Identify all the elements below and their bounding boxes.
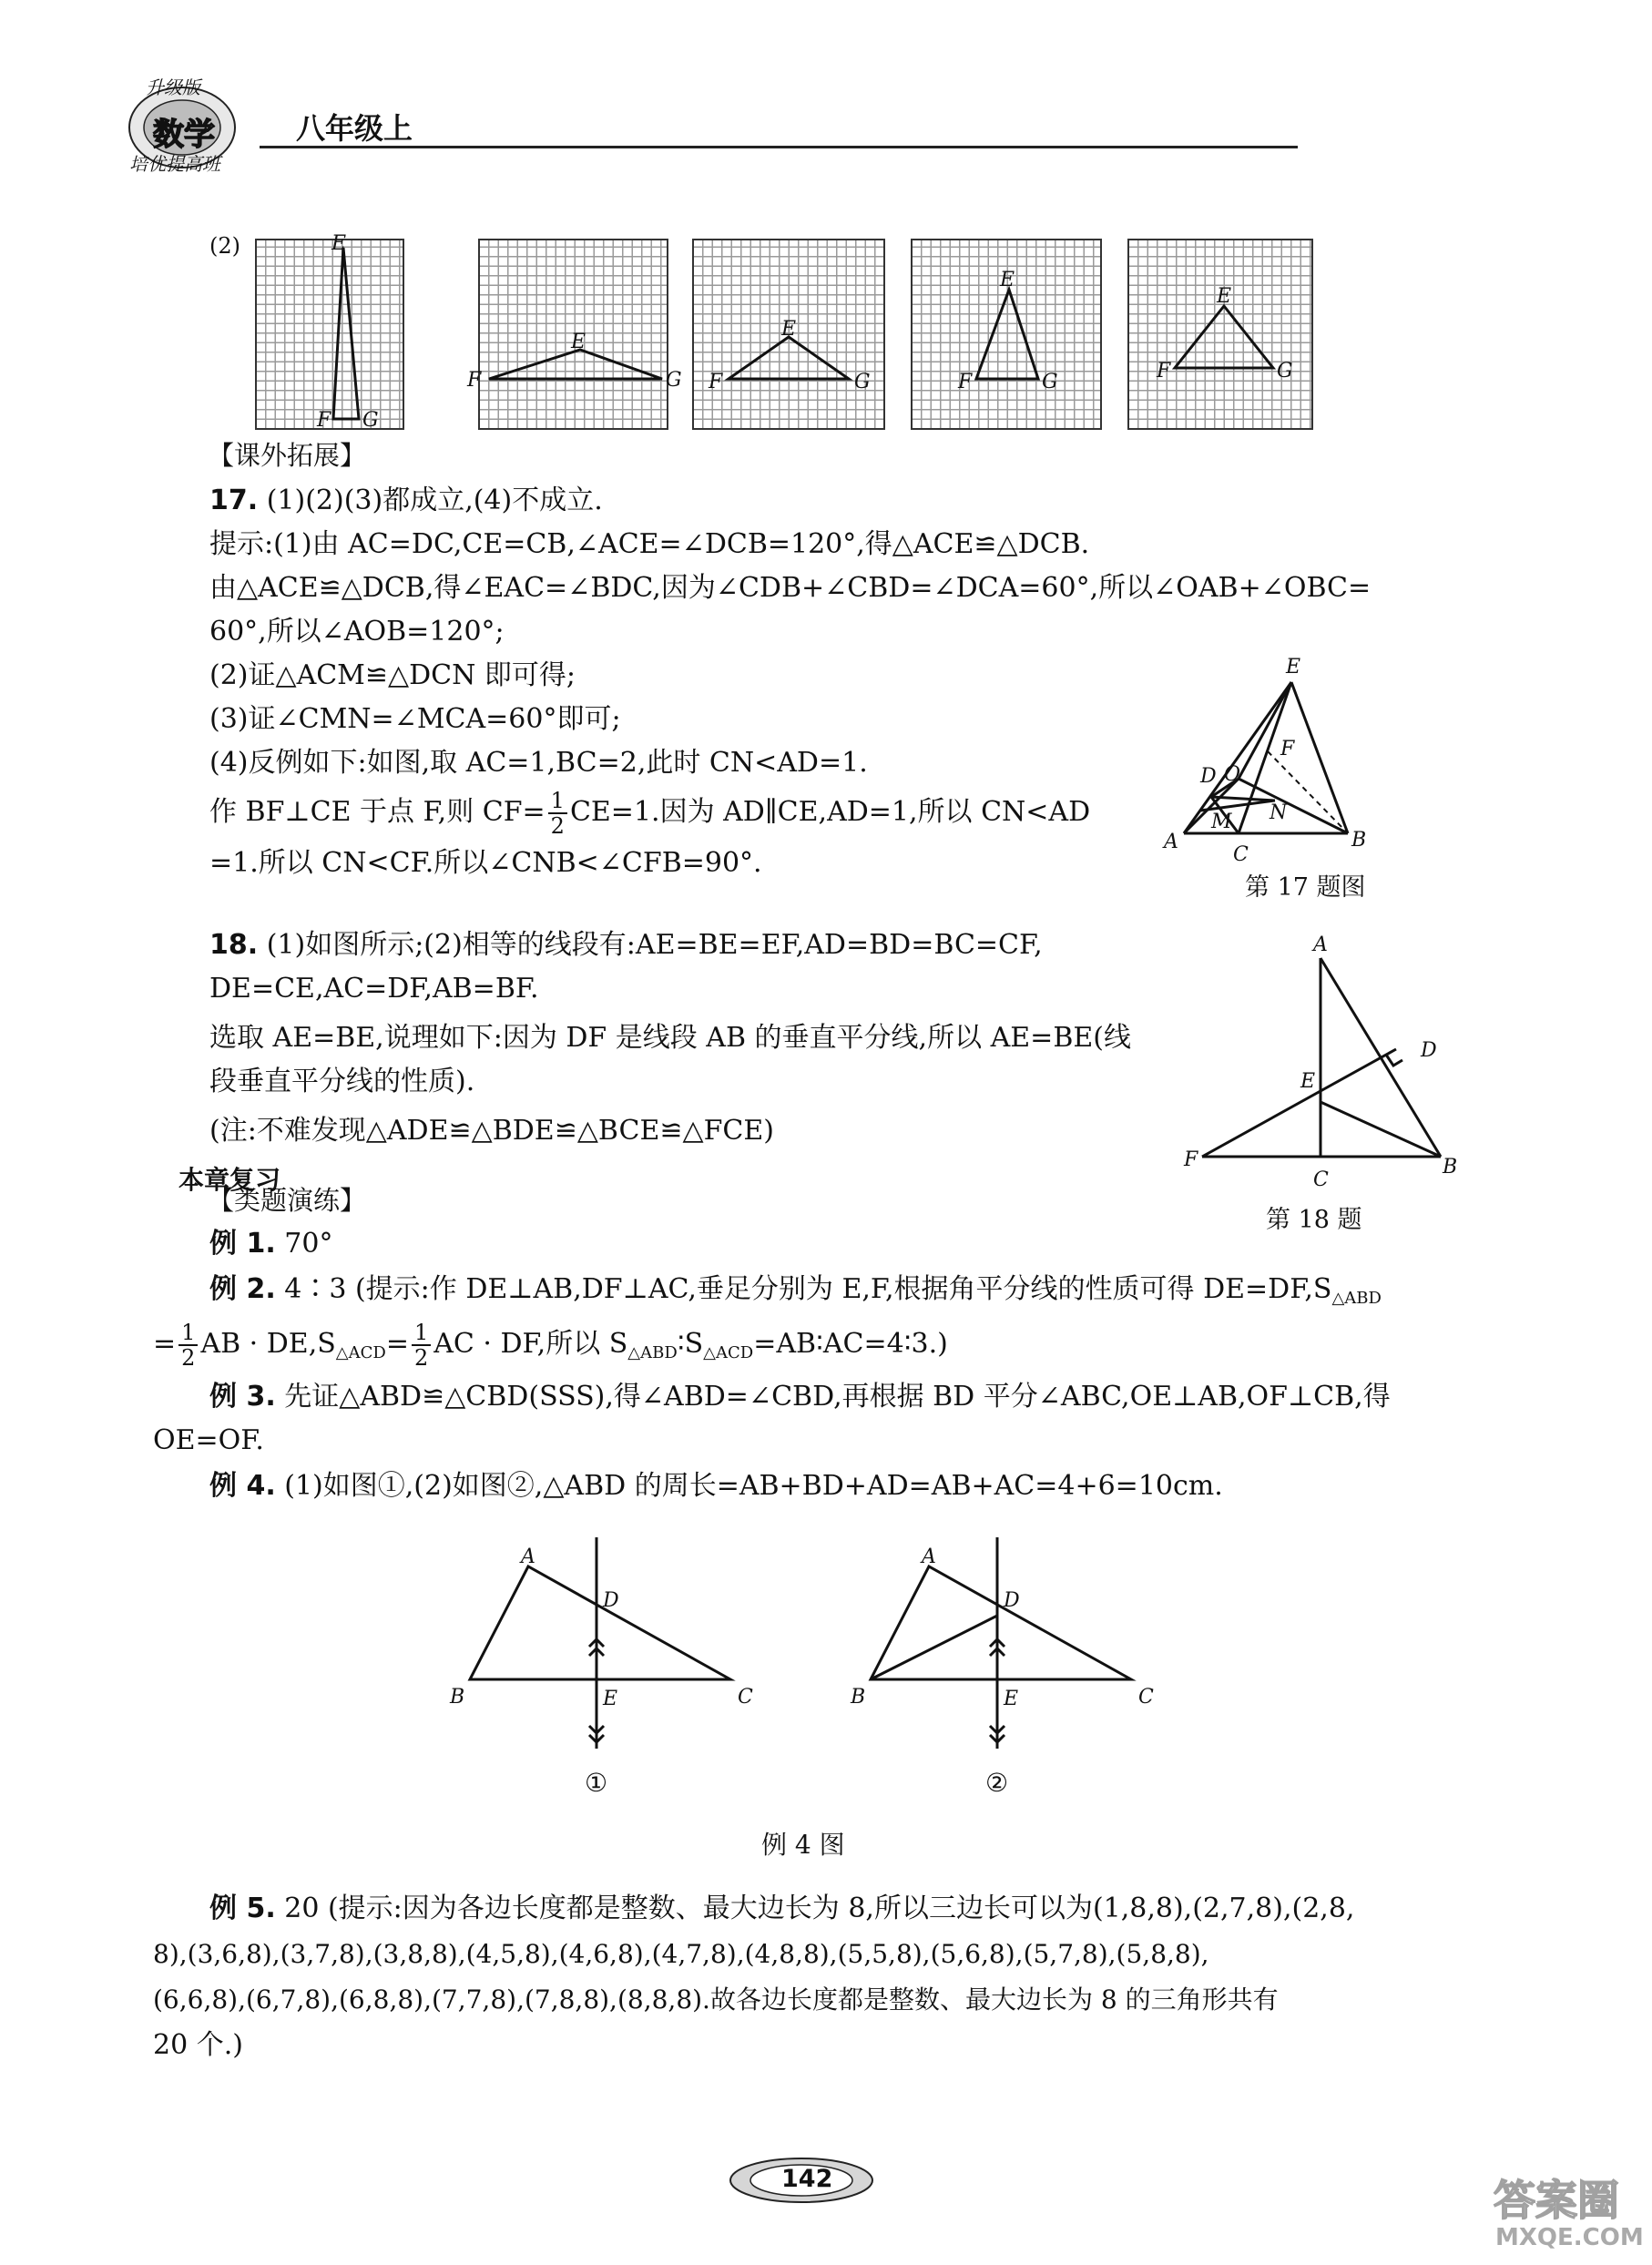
ex4-number: 例 4. xyxy=(209,1470,276,1502)
ex5-line-1: 例 5. 20 (提示:因为各边长度都是整数、最大边长为 8,所以三边长可以为(1,8,8),(2,7,8),(2,8, xyxy=(209,1893,1355,1924)
label-a: A xyxy=(521,1546,535,1568)
watermark-top: 答案圈 xyxy=(1494,2176,1619,2225)
page-number-badge xyxy=(729,2157,874,2204)
label-d: D xyxy=(1004,1589,1020,1612)
label-e: E xyxy=(1000,269,1015,291)
label-d: D xyxy=(603,1589,619,1612)
label-b: B xyxy=(1351,829,1367,852)
label-o: O xyxy=(1224,763,1241,786)
ex4-figure-caption: 例 4 图 xyxy=(761,1830,845,1860)
ex3-line-2: OE=OF. xyxy=(153,1424,264,1456)
logo-main-text: 数学 xyxy=(153,117,215,153)
label-f: F xyxy=(1157,360,1171,383)
p17-line-2: 提示:(1)由 AC=DC,CE=CB,∠ACE=∠DCB=120°,得△ACE≌△DCB. xyxy=(209,528,1090,560)
label-f: F xyxy=(317,409,331,432)
label-e: E xyxy=(603,1688,618,1710)
label-c: C xyxy=(738,1686,753,1709)
label-f: F xyxy=(1280,738,1295,760)
grid-figure-5 xyxy=(1127,239,1313,430)
watermark xyxy=(1490,2168,1645,2259)
p18-number: 18. xyxy=(209,929,259,961)
p18-line-4: 段垂直平分线的性质). xyxy=(209,1066,475,1097)
label-f: F xyxy=(709,371,723,393)
p18-line-5: (注:不难发现△ADE≌△BDE≌△BCE≌△FCE) xyxy=(209,1115,774,1147)
ex4-figure-2 xyxy=(838,1530,1154,1794)
label-e: E xyxy=(571,331,586,353)
page-number: 142 xyxy=(781,2165,833,2193)
label-f: F xyxy=(1184,1148,1198,1171)
ex5-line-3: (6,6,8),(6,7,8),(6,8,8),(7,7,8),(7,8,8),(8,8,8).故各边长度都是整数、最大边长为 8 的三角形共有 xyxy=(153,1984,1279,2015)
label-c: C xyxy=(1233,843,1249,866)
label-e: E xyxy=(781,318,797,341)
label-f: F xyxy=(958,371,973,393)
label-g: G xyxy=(1277,360,1293,383)
label-f: F xyxy=(467,369,482,392)
ex3-line-1: 例 3. 先证△ABD≌△CBD(SSS),得∠ABD=∠CBD,再根据 BD 平分∠ABC,OE⊥AB,OF⊥CB,得 xyxy=(209,1381,1391,1413)
label-e: E xyxy=(331,232,347,255)
label-g: G xyxy=(854,371,871,393)
ex3-number: 例 3. xyxy=(209,1381,276,1413)
figure-17 xyxy=(1157,642,1466,879)
grid-figure-1 xyxy=(255,232,404,432)
label-g: G xyxy=(1042,371,1058,393)
ex4-fig1-mark: ① xyxy=(585,1768,608,1798)
logo-bottom-text: 培优提高班 xyxy=(129,153,220,175)
ex5-line-4: 20 个.) xyxy=(153,2029,243,2061)
label-g: G xyxy=(362,409,379,432)
p17-line-7: (4)反例如下:如图,取 AC=1,BC=2,此时 CN<AD=1. xyxy=(209,747,868,779)
ex5-number: 例 5. xyxy=(209,1893,276,1924)
figure-18-caption: 第 18 题 xyxy=(1266,1206,1362,1234)
grade-title: 八年级上 xyxy=(296,111,413,146)
header-rule xyxy=(260,146,1298,148)
p17-line-8: 作 BF⊥CE 于点 F,则 CF= $\frac{1}{2}$ CE=1.因为 AD∥CE,AD=1,所以 CN<AD xyxy=(209,788,1091,839)
p18-line-1: 18. (1)如图所示;(2)相等的线段有:AE=BE=EF,AD=BD=BC=CF, xyxy=(209,929,1043,961)
label-d: D xyxy=(1421,1039,1437,1062)
section-review: 本章复习 xyxy=(178,1165,281,1195)
label-m: M xyxy=(1211,811,1232,833)
ex4-figure-1 xyxy=(437,1530,753,1794)
p17-line-1: 17. (1)(2)(3)都成立,(4)不成立. xyxy=(209,485,603,516)
figure-18 xyxy=(1184,934,1458,1202)
ex1-line: 例 1. 70° xyxy=(209,1228,333,1260)
ex2-number: 例 2. xyxy=(209,1273,276,1305)
p17-line-4: 60°,所以∠AOB=120°; xyxy=(209,616,505,648)
label-d: D xyxy=(1200,765,1217,788)
ex5-line-2: 8),(3,6,8),(3,7,8),(3,8,8),(4,5,8),(4,6,8),(4,7,8),(4,8,8),(5,5,8),(5,6,8),(5,7,8),(5,8,8), xyxy=(153,1939,1209,1969)
label-b: B xyxy=(450,1686,465,1709)
ex2-line-2: = $\frac{1}{2}$ AB · $DE,S_{\triangle ACD}=$ $\frac{1}{2}$ AC · DF,所以 $S_{\triangle ABD}∶S_{\triangle ACD}=AB∶AC=4∶3$.) xyxy=(153,1320,948,1371)
label-a: A xyxy=(1313,934,1328,956)
header xyxy=(100,73,1284,173)
p17-line-6: (3)证∠CMN=∠MCA=60°即可; xyxy=(209,703,621,735)
grid-figure-3 xyxy=(692,239,885,430)
label-n: N xyxy=(1270,801,1288,824)
ex2-line-1: 例 2. 4∶3 (提示:作 DE⊥AB,DF⊥AC,垂足分别为 E,F,根据角平分线的性质可得 $DE=DF,S_{\triangle ABD}$ xyxy=(209,1273,1382,1308)
grid-section-label: (2) xyxy=(209,233,240,259)
logo-top-text: 升级版 xyxy=(146,77,200,98)
label-c: C xyxy=(1313,1168,1329,1191)
grid-figure-2 xyxy=(467,239,682,430)
p17-line-9: =1.所以 CN<CF.所以∠CNB<∠CFB=90°. xyxy=(209,847,762,879)
fraction-half: $\frac{1}{2}$ xyxy=(178,1321,198,1370)
figure-17-caption: 第 17 题图 xyxy=(1245,873,1366,902)
fraction-half: $\frac{1}{2}$ xyxy=(548,789,567,838)
p18-line-2: DE=CE,AC=DF,AB=BF. xyxy=(209,973,539,1005)
section-practice: 【类题演练】 xyxy=(208,1185,367,1216)
p17-line-5: (2)证△ACM≌△DCN 即可得; xyxy=(209,659,576,691)
label-e: E xyxy=(1286,656,1301,678)
p17-line-3: 由△ACE≌△DCB,得∠EAC=∠BDC,因为∠CDB+∠CBD=∠DCA=60°,所以∠OAB+∠OBC= xyxy=(209,572,1372,604)
p18-line-3: 选取 AE=BE,说理如下:因为 DF 是线段 AB 的垂直平分线,所以 AE=BE(线 xyxy=(209,1022,1131,1054)
label-a: A xyxy=(922,1546,936,1568)
label-e: E xyxy=(1300,1070,1316,1093)
p17-number: 17. xyxy=(209,485,259,516)
label-g: G xyxy=(666,369,682,392)
grid-figure-4 xyxy=(911,239,1102,430)
watermark-bottom: MXQE.COM xyxy=(1495,2224,1644,2251)
label-e: E xyxy=(1004,1688,1019,1710)
ex1-number: 例 1. xyxy=(209,1228,276,1260)
label-e: E xyxy=(1217,285,1232,308)
label-b: B xyxy=(851,1686,866,1709)
ex4-line: 例 4. (1)如图①,(2)如图②,△ABD 的周长=AB+BD+AD=AB+AC=4+6=10cm. xyxy=(209,1470,1223,1502)
label-b: B xyxy=(1443,1156,1458,1178)
label-c: C xyxy=(1138,1686,1154,1709)
label-a: A xyxy=(1164,831,1178,853)
section-extension: 【课外拓展】 xyxy=(208,440,367,471)
ex4-fig2-mark: ② xyxy=(985,1768,1009,1798)
fraction-half: $\frac{1}{2}$ xyxy=(412,1321,431,1370)
